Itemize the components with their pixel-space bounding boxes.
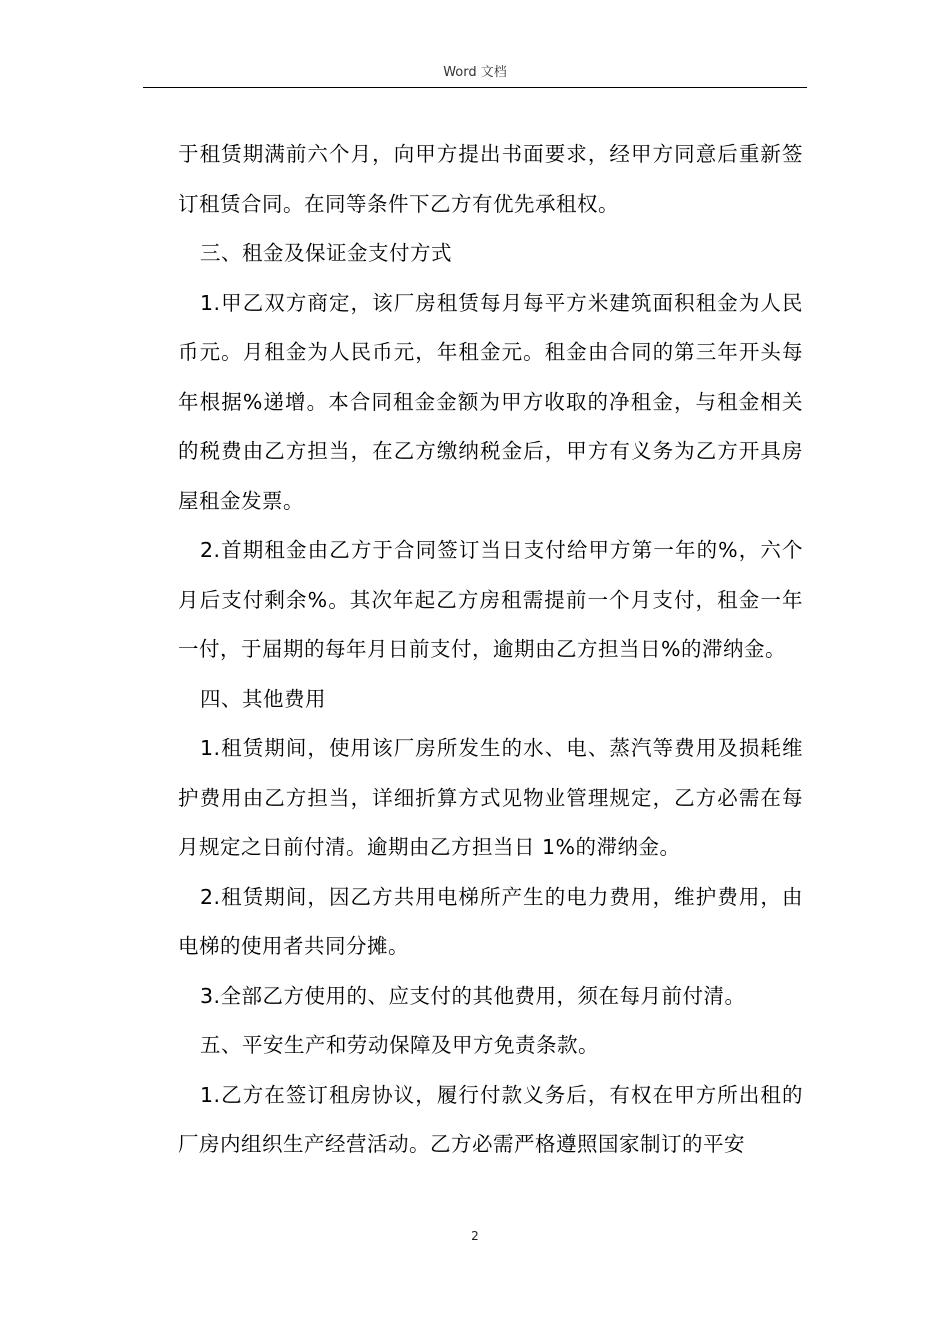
section-heading-other-fees: 四、其他费用: [200, 686, 326, 711]
page-number: 2: [471, 1229, 479, 1243]
section-heading-safety: 五、平安生产和劳动保障及甲方免责条款。: [200, 1033, 599, 1057]
document-header: Word 文档: [443, 65, 507, 80]
section-heading-rent: 三、租金及保证金支付方式: [200, 241, 452, 265]
paragraph-fees-2: 2.租赁期间，因乙方共用电梯所产生的电力费用，维护费用，由电梯的使用者共同分摊。: [178, 884, 803, 958]
paragraph-rent-2: 2.首期租金由乙方于合同签订当日支付给甲方第一年的%，六个月后支付剩余%。其次年起乙方房租需提前一个月支付，租金一年一付，于届期的每年月日前支付，逾期由乙方担当日%的滞纳金。: [178, 538, 803, 661]
paragraph-continuation: 于租赁期满前六个月，向甲方提出书面要求，经甲方同意后重新签订租赁合同。在同等条件下乙方有优先承租权。: [178, 142, 803, 216]
header-divider: [143, 87, 807, 88]
paragraph-rent-1: 1.甲乙双方商定，该厂房租赁每月每平方米建筑面积租金为人民币元。月租金为人民币元，年租金元。租金由合同的第三年开头每年根据%递增。本合同租金金额为甲方收取的净租金，与租金相关的税费由乙方担当，在乙方缴纳税金后，甲方有义务为乙方开具房屋租金发票。: [178, 290, 803, 513]
paragraph-safety-1: 1.乙方在签订租房协议，履行付款义务后，有权在甲方所出租的厂房内组织生产经营活动。乙方必需严格遵照国家制订的平安: [178, 1082, 803, 1156]
paragraph-fees-1: 1.租赁期间，使用该厂房所发生的水、电、蒸汽等费用及损耗维护费用由乙方担当，详细折算方式见物业管理规定，乙方必需在每月规定之日前付清。逾期由乙方担当日 1%的滞纳金。: [178, 736, 803, 859]
document-body: [178, 130, 803, 1170]
paragraph-fees-3: 3.全部乙方使用的、应支付的其他费用，须在每月前付清。: [200, 983, 746, 1008]
